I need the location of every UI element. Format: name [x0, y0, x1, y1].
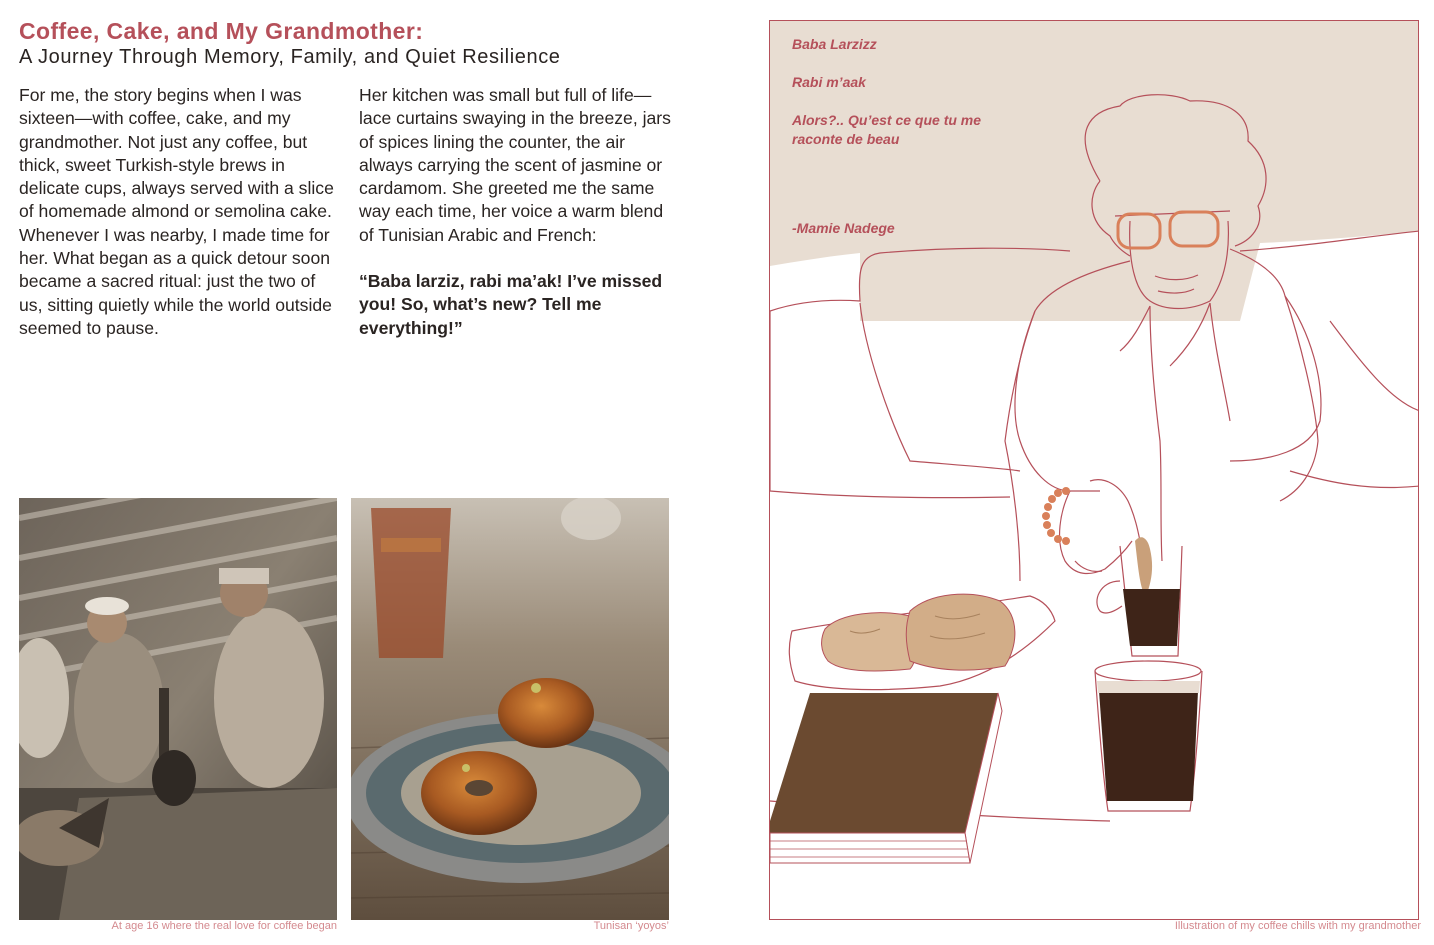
page-title: Coffee, Cake, and My Grandmother: [19, 18, 424, 44]
illustration-greeting-1: Baba Larzizz [792, 36, 877, 52]
body-paragraph-2: Her kitchen was small but full of life—lace curtains swaying in the breeze, jars of spices lining the counter, the air always carrying the scent of jasmine or cardamom. She greeted me the same way each time, her voice a warm blend of Tunisian Arabic and French: [359, 85, 671, 245]
photo-tunisian-yoyos [351, 498, 669, 920]
body-paragraph-1: For me, the story begins when I was sixteen—with coffee, cake, and my grandmother. Not just any coffee, but thick, sweet Turkish-style brews in delicate cups, always served with a slice of homemade almond or semolina cake. Whenever I was nearby, I made time for her. What began as a quick detour soon became a sacred ritual: just the two of us, sitting quietly while the world outside seemed to pause. [19, 85, 334, 338]
grandmother-quote: “Baba larziz, rabi ma’ak! I’ve missed you! So, what’s new? Tell me everything!” [359, 271, 663, 338]
illustration-greeting-3: Alors?.. Qu’est ce que tu me raconte de beau [792, 112, 982, 147]
illustration-greeting-2: Rabi m’aak [792, 74, 866, 90]
body-column-1 [19, 84, 339, 340]
photo-caption-2: Tunisan ‘yoyos’ [593, 920, 669, 932]
illustration-signature: -Mamie Nadege [792, 220, 895, 236]
photo-tent-scene [19, 498, 337, 920]
illustration-panel [769, 20, 1419, 920]
body-column-2 [359, 84, 677, 340]
photo-caption-1: At age 16 where the real love for coffee began [111, 920, 337, 932]
illustration-caption: Illustration of my coffee chills with my grandmother [1174, 920, 1421, 932]
page-subtitle: A Journey Through Memory, Family, and Quiet Resilience [19, 46, 561, 68]
